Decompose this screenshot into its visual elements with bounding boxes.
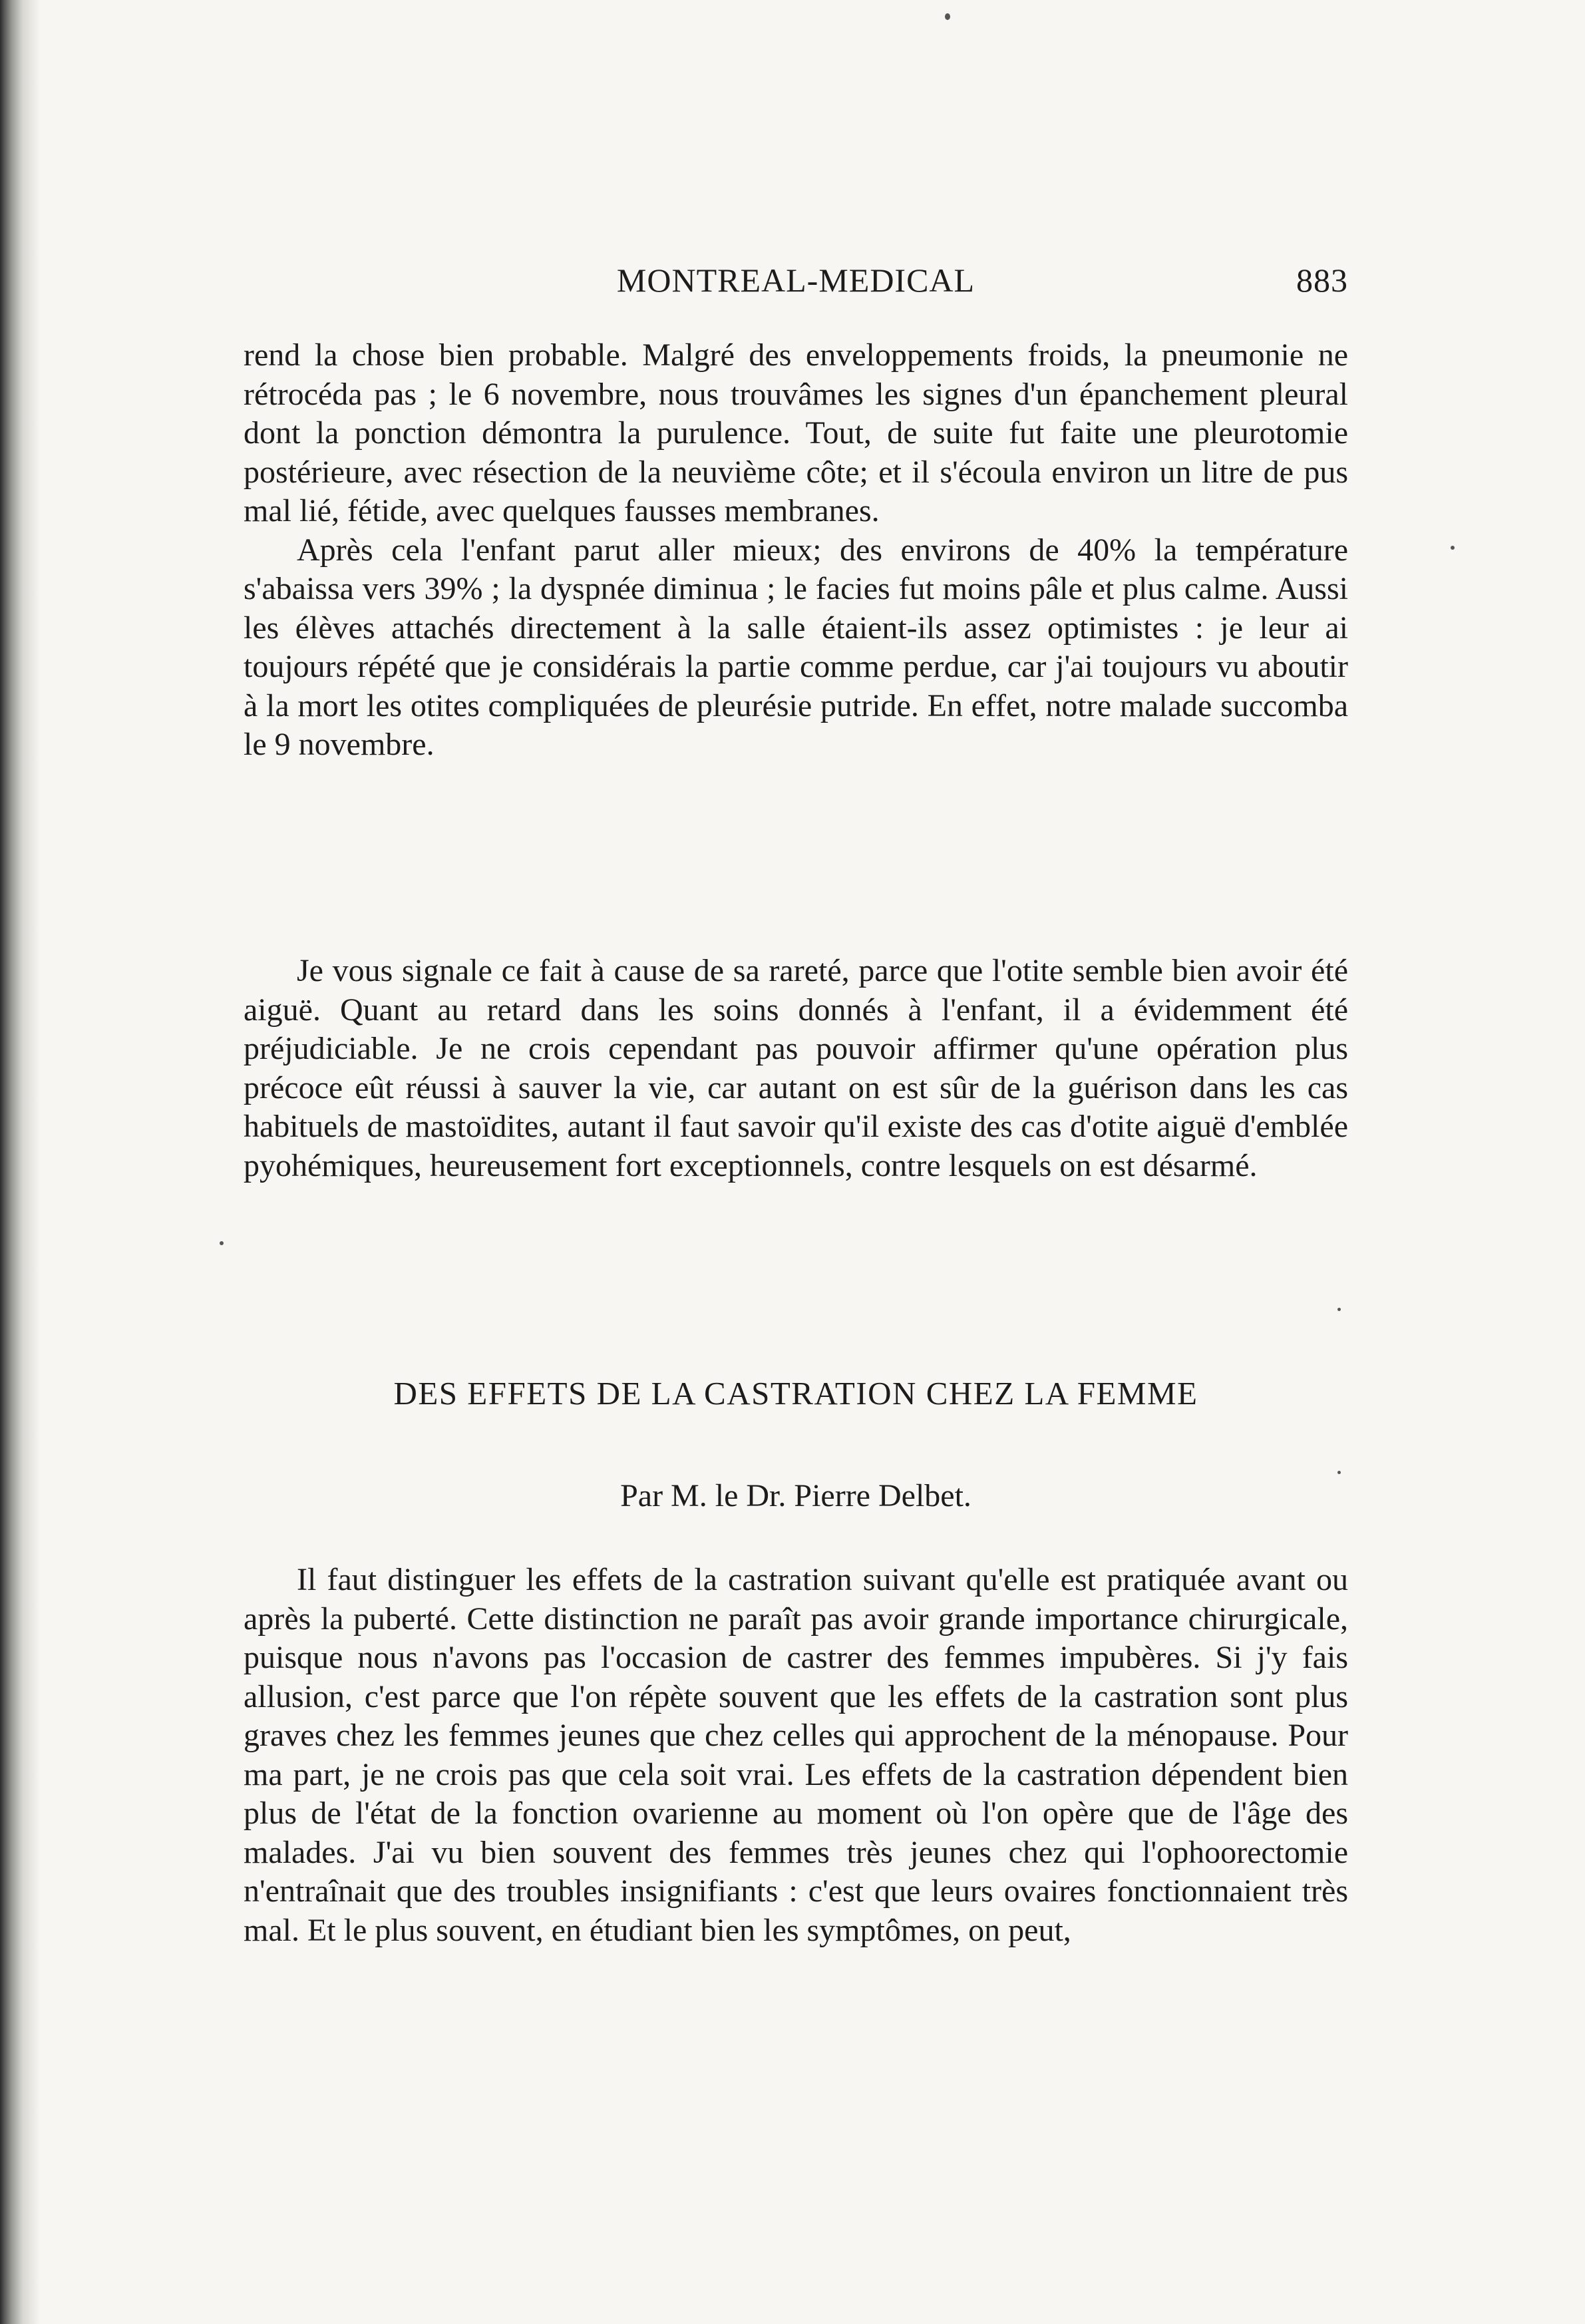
paragraph-3: Je vous signale ce fait à cause de sa rareté, parce que l'otite semble bien avoir été aiguë. Quant au retard dans les soins donnés à l'enfant, il a évidemment été préjudiciable. Je ne crois cependant pas pouvoir affirmer qu'une opération plus précoce eût réussi à sauver la vie, car autant on est sûr de la guérison dans les cas habituels de mastoïdites, autant il faut savoir qu'il existe des cas d'otite aiguë d'emblée pyohémiques, heureusement fort exceptionnels, contre lesquels on est désarmé. (244, 953, 1348, 1183)
paragraph-4: Il faut distinguer les effets de la castration suivant qu'elle est pratiquée avant ou après la puberté. Cette distinction ne paraît pas avoir grande importance chirurgicale, puisque nous n'avons pas l'occasion de castrer des femmes impubères. Si j'y fais allusion, c'est parce que l'on répète souvent que les effets de la castration sont plus graves chez les femmes jeunes que chez celles qui approchent de la ménopause. Pour ma part, je ne crois pas que cela soit vrai. Les effets de la castration dépendent bien plus de l'état de la fonction ovarienne au moment où l'on opère que de l'âge des malades. J'ai vu bien souvent des femmes très jeunes chez qui l'ophoorectomie n'entraînait que des troubles insignifiants : c'est que leurs ovaires fonctionnaient très mal. Et le plus souvent, en étudiant bien les symptômes, on peut, (244, 1562, 1348, 1948)
page-number: 883 (1296, 262, 1348, 299)
paragraph-1: rend la chose bien probable. Malgré des enveloppements froids, la pneumonie ne rétrocéda pas ; le 6 novembre, nous trouvâmes les signes d'un épanchement pleural dont la ponction démontra la purulence. Tout, de suite fut faite une pleurotomie postérieure, avec résection de la neuvième côte; et il s'écoula environ un litre de pus mal lié, fétide, avec quelques fausses membranes. (244, 337, 1348, 528)
book-page (244, 0, 1348, 2324)
article-continuation-closing (244, 952, 1348, 1185)
ink-speck (1337, 1308, 1341, 1311)
article-body (244, 1561, 1348, 1950)
article-continuation (244, 336, 1348, 765)
paragraph-2: Après cela l'enfant parut aller mieux; des environs de 40% la température s'abaissa vers 39% ; la dyspnée diminua ; le facies fut moins pâle et plus calme. Aussi les élèves attachés directement à la salle étaient-ils assez optimistes : je leur ai toujours répété que je considérais la partie comme perdue, car j'ai toujours vu aboutir à la mort les otites compliquées de pleurésie putride. En effet, notre malade succomba le 9 novembre. (244, 532, 1348, 762)
ink-speck (1337, 1471, 1341, 1474)
ink-speck (945, 13, 950, 20)
running-head (244, 261, 1348, 307)
book-binding-edge (0, 0, 40, 2324)
journal-title: MONTREAL-MEDICAL (616, 262, 975, 299)
article-byline: Par M. le Dr. Pierre Delbet. (620, 1478, 971, 1513)
ink-speck (1451, 546, 1455, 550)
article-heading: DES EFFETS DE LA CASTRATION CHEZ LA FEMME (393, 1375, 1198, 1412)
ink-speck (220, 1241, 224, 1245)
